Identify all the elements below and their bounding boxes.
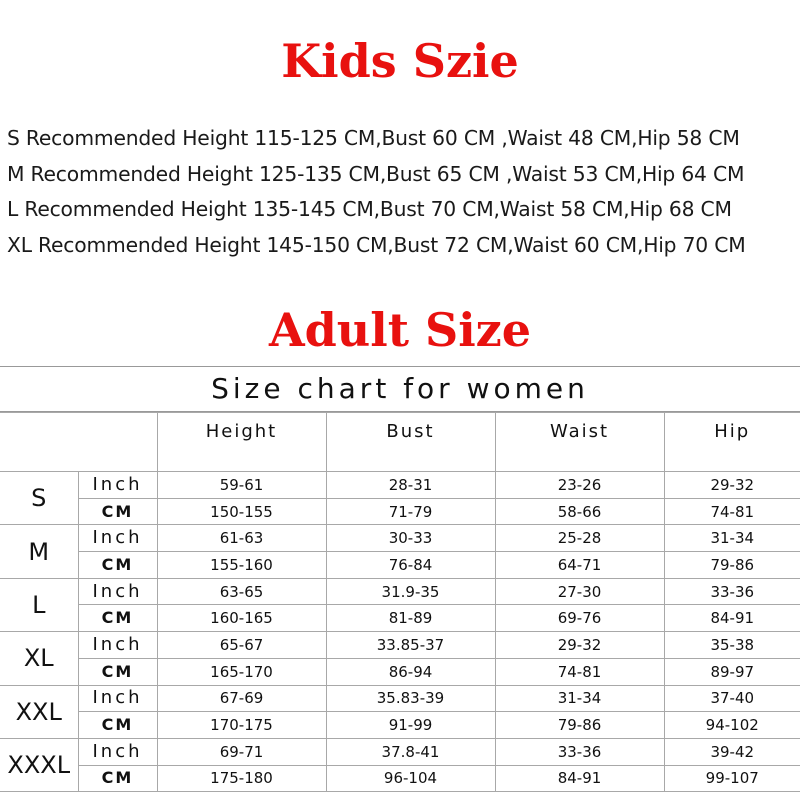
size-chart bbox=[0, 366, 800, 788]
measurement-cell: 79-86 bbox=[664, 552, 800, 579]
kids-size-line: M Recommended Height 125-135 CM,Bust 65 CM ,Waist 53 CM,Hip 64 CM bbox=[7, 161, 745, 186]
table-header-row bbox=[0, 413, 800, 472]
unit-label-cell: CM bbox=[78, 765, 157, 792]
size-label-cell: M bbox=[0, 525, 78, 578]
measurement-cell: 31-34 bbox=[495, 685, 664, 712]
measurement-cell: 29-32 bbox=[495, 632, 664, 659]
table-row bbox=[0, 472, 800, 499]
unit-label-cell: Inch bbox=[78, 632, 157, 659]
size-label-cell: L bbox=[0, 578, 78, 631]
measurement-cell: 86-94 bbox=[326, 658, 495, 685]
table-row bbox=[0, 605, 800, 632]
measurement-cell: 175-180 bbox=[157, 765, 326, 792]
measurement-cell: 37-40 bbox=[664, 685, 800, 712]
measurement-cell: 33.85-37 bbox=[326, 632, 495, 659]
table-row bbox=[0, 765, 800, 792]
measurement-cell: 25-28 bbox=[495, 525, 664, 552]
measurement-cell: 99-107 bbox=[664, 765, 800, 792]
measurement-cell: 35.83-39 bbox=[326, 685, 495, 712]
table-row bbox=[0, 685, 800, 712]
header-empty-cell bbox=[0, 413, 157, 472]
table-row bbox=[0, 498, 800, 525]
unit-label-cell: Inch bbox=[78, 525, 157, 552]
size-label-cell: XXXL bbox=[0, 738, 78, 791]
measurement-cell: 58-66 bbox=[495, 498, 664, 525]
measurement-cell: 84-91 bbox=[495, 765, 664, 792]
kids-size-line: XL Recommended Height 145-150 CM,Bust 72 CM,Waist 60 CM,Hip 70 CM bbox=[7, 232, 746, 257]
measurement-cell: 170-175 bbox=[157, 712, 326, 739]
kids-size-title: Kids Szie bbox=[281, 34, 519, 88]
unit-label-cell: CM bbox=[78, 658, 157, 685]
unit-label-cell: CM bbox=[78, 552, 157, 579]
table-row bbox=[0, 525, 800, 552]
unit-label-cell: Inch bbox=[78, 472, 157, 499]
measurement-cell: 61-63 bbox=[157, 525, 326, 552]
adult-size-title: Adult Size bbox=[268, 303, 532, 357]
kids-size-line: L Recommended Height 135-145 CM,Bust 70 CM,Waist 58 CM,Hip 68 CM bbox=[7, 197, 732, 221]
measurement-cell: 67-69 bbox=[157, 685, 326, 712]
table-row bbox=[0, 552, 800, 579]
unit-label-cell: Inch bbox=[78, 738, 157, 765]
measurement-cell: 27-30 bbox=[495, 578, 664, 605]
size-label-cell: XL bbox=[0, 632, 78, 685]
measurement-cell: 91-99 bbox=[326, 712, 495, 739]
measurement-cell: 63-65 bbox=[157, 578, 326, 605]
column-header-waist: Waist bbox=[495, 413, 664, 472]
measurement-cell: 37.8-41 bbox=[326, 738, 495, 765]
measurement-cell: 35-38 bbox=[664, 632, 800, 659]
measurement-cell: 28-31 bbox=[326, 472, 495, 499]
kids-size-list bbox=[7, 121, 800, 263]
table-row bbox=[0, 712, 800, 739]
unit-label-cell: CM bbox=[78, 498, 157, 525]
kids-size-line: S Recommended Height 115-125 CM,Bust 60 CM ,Waist 48 CM,Hip 58 CM bbox=[7, 126, 740, 150]
measurement-cell: 76-84 bbox=[326, 552, 495, 579]
measurement-cell: 39-42 bbox=[664, 738, 800, 765]
measurement-cell: 94-102 bbox=[664, 712, 800, 739]
table-row bbox=[0, 738, 800, 765]
column-header-hip: Hip bbox=[664, 413, 800, 472]
size-label-cell: XXL bbox=[0, 685, 78, 738]
unit-label-cell: CM bbox=[78, 712, 157, 739]
measurement-cell: 31-34 bbox=[664, 525, 800, 552]
measurement-cell: 150-155 bbox=[157, 498, 326, 525]
measurement-cell: 160-165 bbox=[157, 605, 326, 632]
size-label-cell: S bbox=[0, 472, 78, 525]
column-header-bust: Bust bbox=[326, 413, 495, 472]
measurement-cell: 30-33 bbox=[326, 525, 495, 552]
measurement-cell: 74-81 bbox=[664, 498, 800, 525]
measurement-cell: 59-61 bbox=[157, 472, 326, 499]
unit-label-cell: Inch bbox=[78, 578, 157, 605]
measurement-cell: 64-71 bbox=[495, 552, 664, 579]
measurement-cell: 165-170 bbox=[157, 658, 326, 685]
measurement-cell: 155-160 bbox=[157, 552, 326, 579]
table-row bbox=[0, 578, 800, 605]
measurement-cell: 69-76 bbox=[495, 605, 664, 632]
measurement-cell: 79-86 bbox=[495, 712, 664, 739]
measurement-cell: 84-91 bbox=[664, 605, 800, 632]
unit-label-cell: CM bbox=[78, 605, 157, 632]
measurement-cell: 33-36 bbox=[495, 738, 664, 765]
measurement-cell: 33-36 bbox=[664, 578, 800, 605]
column-header-height: Height bbox=[157, 413, 326, 472]
measurement-cell: 31.9-35 bbox=[326, 578, 495, 605]
size-chart-table bbox=[0, 412, 800, 792]
measurement-cell: 81-89 bbox=[326, 605, 495, 632]
measurement-cell: 69-71 bbox=[157, 738, 326, 765]
measurement-cell: 89-97 bbox=[664, 658, 800, 685]
measurement-cell: 71-79 bbox=[326, 498, 495, 525]
measurement-cell: 74-81 bbox=[495, 658, 664, 685]
measurement-cell: 23-26 bbox=[495, 472, 664, 499]
table-row bbox=[0, 658, 800, 685]
measurement-cell: 29-32 bbox=[664, 472, 800, 499]
size-chart-title: Size chart for women bbox=[0, 367, 800, 412]
table-row bbox=[0, 632, 800, 659]
measurement-cell: 65-67 bbox=[157, 632, 326, 659]
measurement-cell: 96-104 bbox=[326, 765, 495, 792]
unit-label-cell: Inch bbox=[78, 685, 157, 712]
